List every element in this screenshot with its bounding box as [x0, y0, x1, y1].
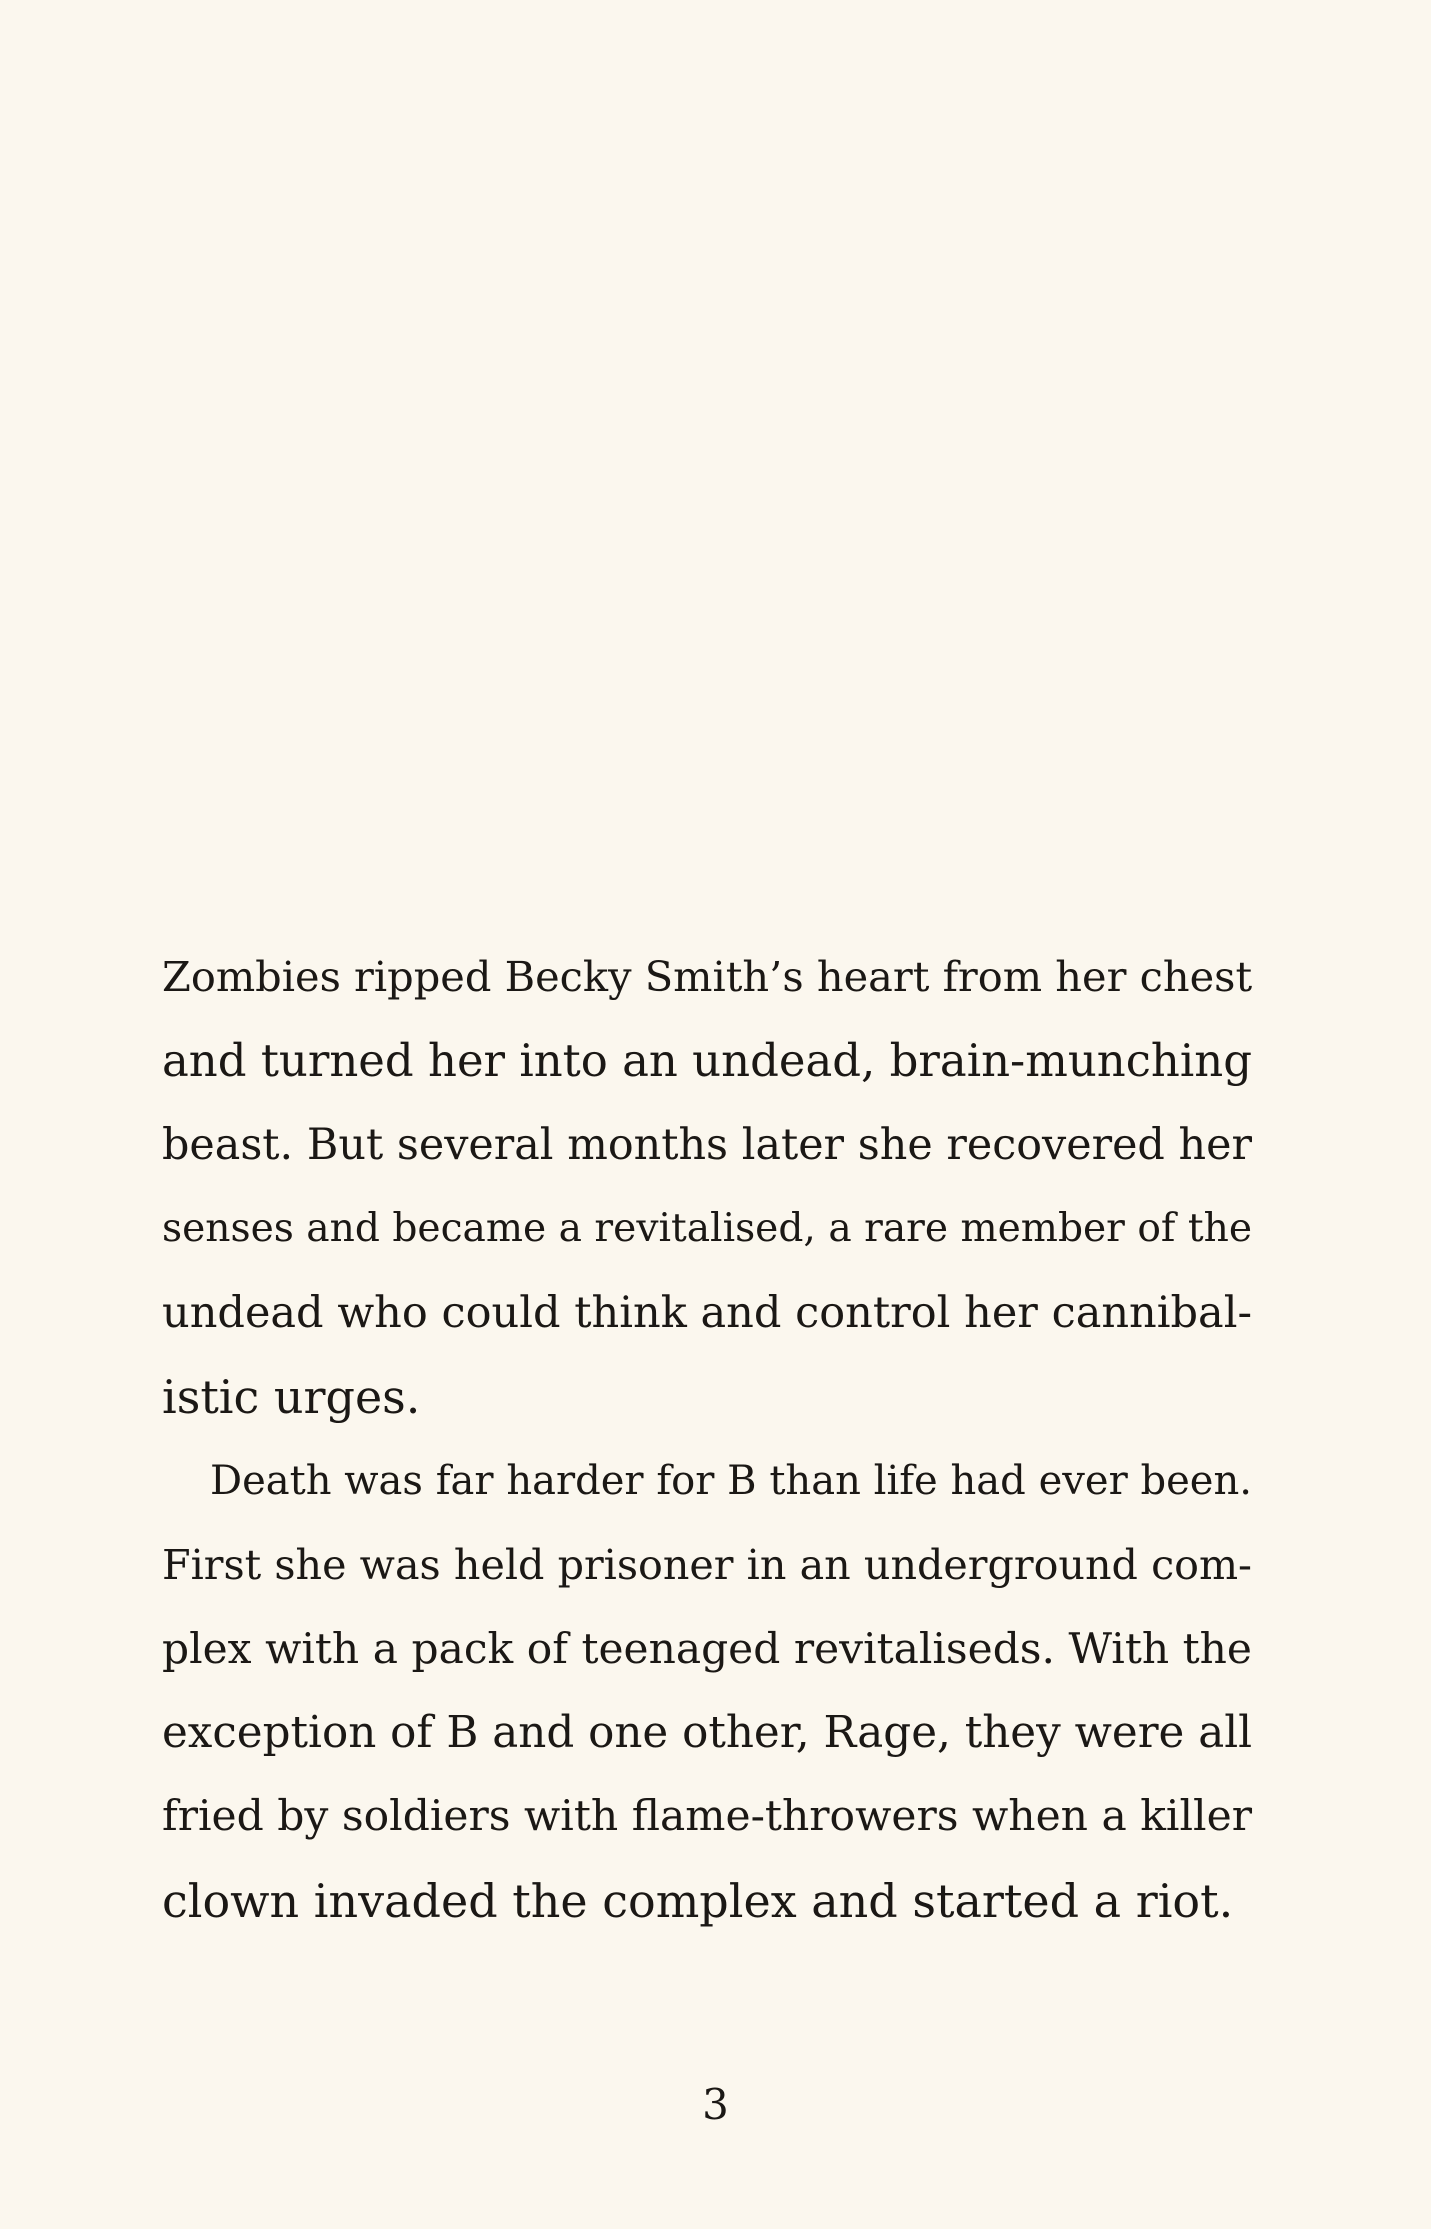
paragraph-1 [162, 935, 1252, 1439]
text-line: and turned her into an undead, brain-munching [162, 1034, 1252, 1087]
text-line: clown invaded the complex and started a riot. [162, 1874, 1234, 1928]
text-line: plex with a pack of teenaged revitaliseds. With the [162, 1624, 1252, 1673]
paragraph-2 [162, 1439, 1252, 1943]
text-line: beast. But several months later she recovered her [162, 1120, 1252, 1170]
text-line: fried by soldiers with flame-throwers when a killer [162, 1792, 1252, 1841]
text-line: istic urges. [162, 1370, 421, 1424]
text-line: Zombies ripped Becky Smith’s heart from her chest [162, 952, 1253, 1001]
text-line: First she was held prisoner in an underground com- [162, 1541, 1252, 1589]
text-line: undead who could think and control her cannibal- [162, 1288, 1252, 1338]
text-line: exception of B and one other, Rage, they were all [162, 1708, 1253, 1758]
body-text [162, 935, 1252, 1943]
text-line: Death was far harder for B than life had ever been. [210, 1458, 1252, 1504]
text-line: senses and became a revitalised, a rare member of the [162, 1206, 1252, 1251]
page-number: 3 [702, 2080, 729, 2129]
